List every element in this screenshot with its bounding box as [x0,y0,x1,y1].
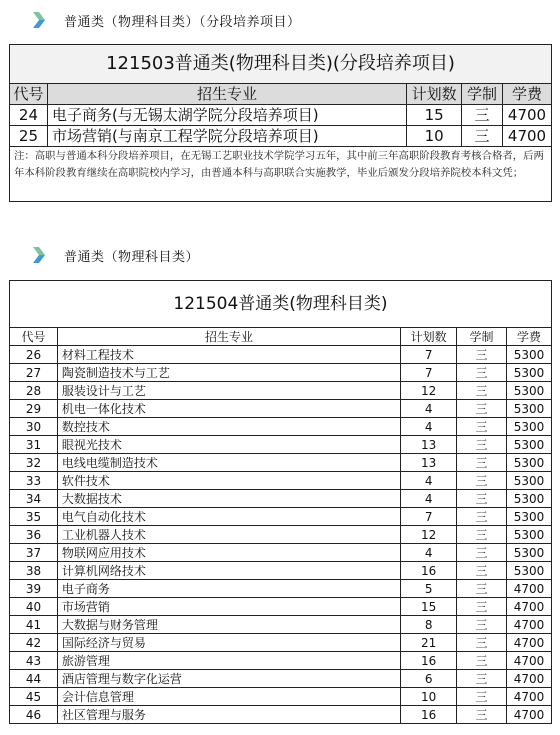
cell-fee: 5300 [507,418,552,436]
cell-fee: 4700 [507,706,552,724]
section2-table [9,280,552,724]
cell-plan: 16 [401,706,457,724]
cell-plan: 13 [401,436,457,454]
cell-years: 三 [457,418,507,436]
cell-fee: 4700 [503,105,552,126]
chevron-right-icon [30,246,46,264]
cell-code: 37 [10,544,58,562]
cell-major: 社区管理与服务 [57,706,400,724]
cell-code: 27 [10,364,58,382]
cell-code: 42 [10,634,58,652]
table-row [10,580,552,598]
cell-years: 三 [457,472,507,490]
cell-major: 工业机器人技术 [57,526,400,544]
cell-years: 三 [457,526,507,544]
cell-years: 三 [457,580,507,598]
header-major: 招生专业 [57,328,400,346]
cell-years: 三 [457,382,507,400]
cell-years: 三 [457,634,507,652]
cell-code: 45 [10,688,58,706]
cell-fee: 5300 [507,490,552,508]
cell-plan: 12 [401,382,457,400]
cell-code: 32 [10,454,58,472]
table-row [10,616,552,634]
cell-years: 三 [457,652,507,670]
cell-plan: 12 [401,526,457,544]
cell-fee: 4700 [507,580,552,598]
cell-fee: 5300 [507,400,552,418]
cell-plan: 10 [407,126,462,147]
cell-code: 40 [10,598,58,616]
cell-major: 酒店管理与数字化运营 [57,670,400,688]
cell-years: 三 [457,346,507,364]
cell-major: 国际经济与贸易 [57,634,400,652]
cell-fee: 5300 [507,526,552,544]
cell-major: 会计信息管理 [57,688,400,706]
table-row [10,126,552,147]
cell-major: 数控技术 [57,418,400,436]
table-row [10,105,552,126]
chevron-right-icon [30,11,46,29]
header-code: 代号 [10,328,58,346]
cell-major: 大数据技术 [57,490,400,508]
cell-years: 三 [457,688,507,706]
cell-code: 31 [10,436,58,454]
table-row [10,472,552,490]
cell-major: 市场营销 [57,598,400,616]
cell-major: 电子商务 [57,580,400,598]
cell-code: 44 [10,670,58,688]
cell-plan: 4 [401,400,457,418]
cell-fee: 4700 [507,670,552,688]
cell-fee: 5300 [507,364,552,382]
cell-plan: 7 [401,364,457,382]
cell-code: 39 [10,580,58,598]
table-row [10,706,552,724]
cell-years: 三 [457,562,507,580]
cell-plan: 10 [401,688,457,706]
cell-plan: 15 [401,598,457,616]
header-plan: 计划数 [407,84,462,105]
table-row [10,436,552,454]
cell-code: 46 [10,706,58,724]
cell-major: 旅游管理 [57,652,400,670]
table-row [10,544,552,562]
cell-plan: 4 [401,418,457,436]
cell-major: 眼视光技术 [57,436,400,454]
cell-major: 电线电缆制造技术 [57,454,400,472]
cell-plan: 8 [401,616,457,634]
cell-years: 三 [457,454,507,472]
cell-fee: 5300 [507,436,552,454]
cell-major: 电气自动化技术 [57,508,400,526]
cell-code: 25 [10,126,48,147]
table-row [10,490,552,508]
cell-plan: 6 [401,670,457,688]
table-row [10,382,552,400]
cell-code: 28 [10,382,58,400]
cell-fee: 4700 [507,598,552,616]
header-code: 代号 [10,84,48,105]
cell-years: 三 [462,126,503,147]
cell-code: 29 [10,400,58,418]
table-row [10,670,552,688]
cell-fee: 4700 [507,634,552,652]
cell-major: 计算机网络技术 [57,562,400,580]
cell-plan: 16 [401,562,457,580]
cell-major: 软件技术 [57,472,400,490]
cell-plan: 13 [401,454,457,472]
table-row [10,634,552,652]
cell-plan: 15 [407,105,462,126]
cell-code: 41 [10,616,58,634]
cell-fee: 4700 [507,652,552,670]
cell-fee: 5300 [507,382,552,400]
cell-fee: 5300 [507,472,552,490]
section1-heading-bar [30,9,301,31]
cell-fee: 5300 [507,346,552,364]
table-row [10,418,552,436]
section2-heading-bar [30,244,199,266]
cell-code: 35 [10,508,58,526]
cell-code: 26 [10,346,58,364]
cell-plan: 4 [401,544,457,562]
cell-fee: 4700 [503,126,552,147]
cell-years: 三 [457,400,507,418]
cell-fee: 5300 [507,562,552,580]
cell-major: 机电一体化技术 [57,400,400,418]
table-row [10,688,552,706]
cell-years: 三 [457,544,507,562]
table-row [10,364,552,382]
cell-fee: 4700 [507,688,552,706]
table-row [10,652,552,670]
table-row [10,562,552,580]
table-row [10,526,552,544]
table-row [10,598,552,616]
cell-fee: 5300 [507,544,552,562]
header-years: 学制 [457,328,507,346]
cell-major: 服装设计与工艺 [57,382,400,400]
header-fee: 学费 [503,84,552,105]
cell-years: 三 [462,105,503,126]
cell-fee: 5300 [507,508,552,526]
section1-heading: 普通类（物理科目类）（分段培养项目） [64,14,301,30]
cell-major: 材料工程技术 [57,346,400,364]
table-row [10,346,552,364]
cell-years: 三 [457,598,507,616]
cell-years: 三 [457,364,507,382]
cell-plan: 7 [401,346,457,364]
cell-major: 大数据与财务管理 [57,616,400,634]
header-fee: 学费 [507,328,552,346]
cell-fee: 5300 [507,454,552,472]
cell-years: 三 [457,436,507,454]
header-plan: 计划数 [401,328,457,346]
cell-plan: 21 [401,634,457,652]
cell-major: 电子商务(与无锡太湖学院分段培养项目) [47,105,406,126]
header-major: 招生专业 [47,84,406,105]
cell-code: 30 [10,418,58,436]
cell-plan: 4 [401,490,457,508]
cell-major: 物联网应用技术 [57,544,400,562]
section1-table [9,44,552,202]
table-row [10,508,552,526]
section2-heading: 普通类（物理科目类） [64,249,200,265]
section1-note: 注：高职与普通本科分段培养项目，在无锡工艺职业技术学院学习五年，其中前三年高职阶段教育考核合格者，后两年本科阶段教育继续在高职院校内学习，由普通本科与高职联合实施教学，毕业后颁发分段培养院校本科文凭； [10,147,552,202]
cell-major: 陶瓷制造技术与工艺 [57,364,400,382]
section1-table-title: 121503普通类(物理科目类)(分段培养项目) [10,45,552,84]
cell-code: 36 [10,526,58,544]
cell-code: 34 [10,490,58,508]
cell-major: 市场营销(与南京工程学院分段培养项目) [47,126,406,147]
header-years: 学制 [462,84,503,105]
cell-years: 三 [457,670,507,688]
cell-plan: 5 [401,580,457,598]
cell-plan: 4 [401,472,457,490]
cell-fee: 4700 [507,616,552,634]
table-row [10,454,552,472]
cell-code: 43 [10,652,58,670]
cell-years: 三 [457,508,507,526]
cell-code: 24 [10,105,48,126]
table-row [10,400,552,418]
cell-years: 三 [457,616,507,634]
cell-code: 38 [10,562,58,580]
cell-years: 三 [457,706,507,724]
cell-years: 三 [457,490,507,508]
section2-table-title: 121504普通类(物理科目类) [10,281,552,328]
cell-plan: 16 [401,652,457,670]
cell-plan: 7 [401,508,457,526]
cell-code: 33 [10,472,58,490]
